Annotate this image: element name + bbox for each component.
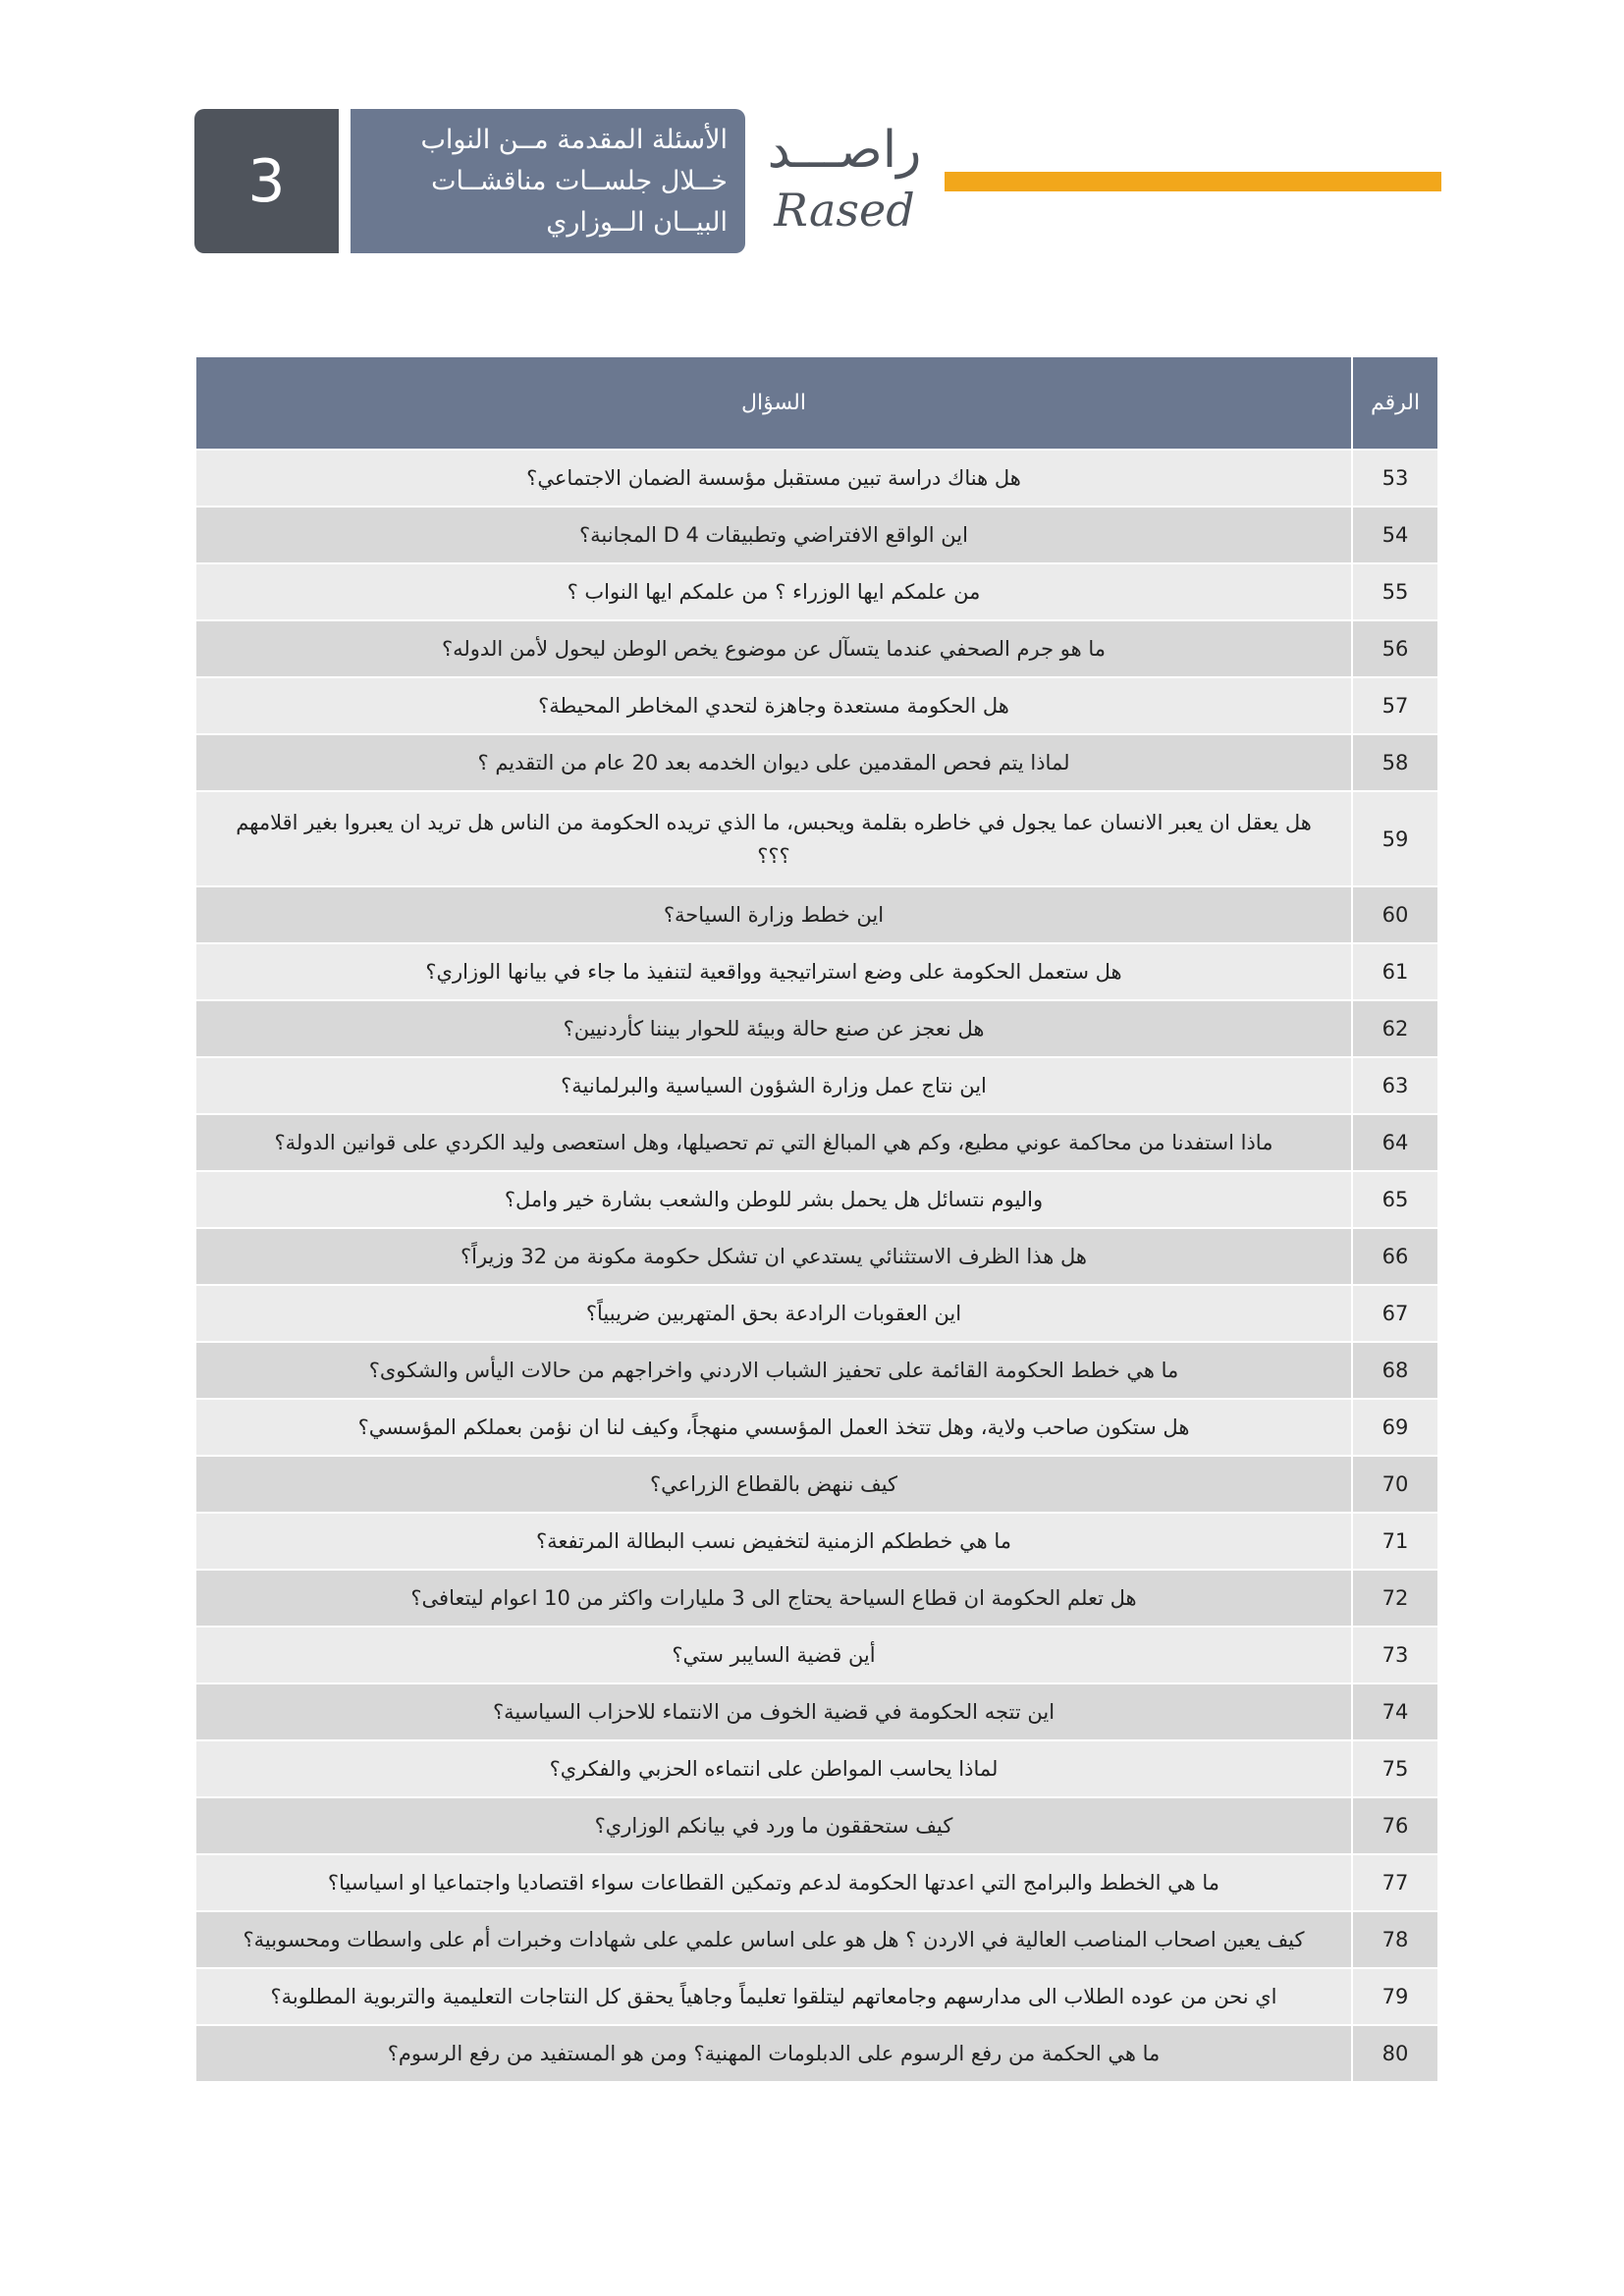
question-number: 60: [1352, 886, 1438, 943]
table-row: [195, 734, 1438, 791]
table-row: [195, 943, 1438, 1000]
rased-logo: [761, 116, 928, 243]
section-title-line-2: خــلال جلســات مناقشــات: [431, 165, 728, 196]
table-row: [195, 1057, 1438, 1114]
table-row: [195, 507, 1438, 563]
question-number: 68: [1352, 1342, 1438, 1399]
question-number: 79: [1352, 1968, 1438, 2025]
table-row: [195, 1513, 1438, 1570]
question-text: هل ستعمل الحكومة على وضع استراتيجية وواقعية لتنفيذ ما جاء في بيانها الوزاري؟: [195, 943, 1352, 1000]
question-number: 63: [1352, 1057, 1438, 1114]
question-text: ما هي الحكمة من رفع الرسوم على الدبلومات المهنية؟ ومن هو المستفيد من رفع الرسوم؟: [195, 2025, 1352, 2082]
table-row: [195, 563, 1438, 620]
question-text: من علمكم ايها الوزراء ؟ من علمكم ايها النواب ؟: [195, 563, 1352, 620]
question-text: هل هناك دراسة تبين مستقبل مؤسسة الضمان الاجتماعي؟: [195, 450, 1352, 507]
question-text: واليوم نتسائل هل يحمل بشر للوطن والشعب بشارة خير وامل؟: [195, 1171, 1352, 1228]
page-number: 3: [247, 146, 286, 216]
table-row: [195, 1627, 1438, 1683]
question-number: 67: [1352, 1285, 1438, 1342]
table-row: [195, 1228, 1438, 1285]
table-row: [195, 1456, 1438, 1513]
question-text: كيف ستحققون ما ورد في بيانكم الوزاري؟: [195, 1797, 1352, 1854]
logo-english: Rased: [774, 184, 915, 237]
question-number: 75: [1352, 1740, 1438, 1797]
question-text: اين خطط وزارة السياحة؟: [195, 886, 1352, 943]
table-row: [195, 450, 1438, 507]
question-text: اين نتاج عمل وزارة الشؤون السياسية والبرلمانية؟: [195, 1057, 1352, 1114]
questions-table: [194, 355, 1439, 2083]
table-row: [195, 2025, 1438, 2082]
table-header-row: [195, 356, 1438, 450]
table-row: [195, 1968, 1438, 2025]
table-row: [195, 1342, 1438, 1399]
question-text: هل هذا الظرف الاستثنائي يستدعي ان تشكل حكومة مكونة من 32 وزيراً؟: [195, 1228, 1352, 1285]
header-accent-bar: [945, 172, 1441, 191]
question-number: 62: [1352, 1000, 1438, 1057]
table-row: [195, 1285, 1438, 1342]
question-number: 71: [1352, 1513, 1438, 1570]
table-row: [195, 677, 1438, 734]
question-text: هل الحكومة مستعدة وجاهزة لتحدي المخاطر المحيطة؟: [195, 677, 1352, 734]
table-row: [195, 1911, 1438, 1968]
table-row: [195, 1740, 1438, 1797]
question-text: ما هي خططكم الزمنية لتخفيض نسب البطالة المرتفعة؟: [195, 1513, 1352, 1570]
question-text: هل ستكون صاحب ولاية، وهل تتخذ العمل المؤسسي منهجاً، وكيف لنا ان نؤمن بعملكم المؤسسي؟: [195, 1399, 1352, 1456]
question-number: 69: [1352, 1399, 1438, 1456]
question-number: 65: [1352, 1171, 1438, 1228]
question-text: كيف ننهض بالقطاع الزراعي؟: [195, 1456, 1352, 1513]
question-number: 57: [1352, 677, 1438, 734]
table-row: [195, 1000, 1438, 1057]
question-number: 72: [1352, 1570, 1438, 1627]
table-row: [195, 1114, 1438, 1171]
table-row: [195, 620, 1438, 677]
table-row: [195, 1854, 1438, 1911]
question-number: 55: [1352, 563, 1438, 620]
table-row: [195, 1399, 1438, 1456]
logo-arabic: راصـــد: [767, 121, 922, 180]
question-text: اي نحن من عوده الطلاب الى مدارسهم وجامعاتهم ليتلقوا تعليماً وجاهياً يحقق كل النتاجات التعليمية والتربوية المطلوبة؟: [195, 1968, 1352, 2025]
question-number: 80: [1352, 2025, 1438, 2082]
question-text: لماذا يحاسب المواطن على انتماءه الحزبي والفكري؟: [195, 1740, 1352, 1797]
header-number: الرقم: [1352, 356, 1438, 450]
question-text: ما هو جرم الصحفي عندما يتسآل عن موضوع يخص الوطن ليحول لأمن الدوله؟: [195, 620, 1352, 677]
header-question: السؤال: [195, 356, 1352, 450]
section-title-line-1: الأسئلة المقدمة مــن النواب: [420, 124, 728, 155]
question-number: 56: [1352, 620, 1438, 677]
question-text: كيف يعين اصحاب المناصب العالية في الاردن ؟ هل هو على اساس علمي على شهادات وخبرات أم على واسطات ومحسوبية؟: [195, 1911, 1352, 1968]
question-text: هل تعلم الحكومة ان قطاع السياحة يحتاج الى 3 مليارات واكثر من 10 اعوام ليتعافى؟: [195, 1570, 1352, 1627]
question-text: أين قضية السايبر ستي؟: [195, 1627, 1352, 1683]
section-title-box: [351, 109, 745, 253]
question-text: هل نعجز عن صنع حالة وبيئة للحوار بيننا كأردنيين؟: [195, 1000, 1352, 1057]
question-number: 76: [1352, 1797, 1438, 1854]
question-text: اين العقوبات الرادعة بحق المتهربين ضريبياً؟: [195, 1285, 1352, 1342]
section-title-line-3: البيــان الــوزاري: [546, 206, 728, 238]
question-number: 58: [1352, 734, 1438, 791]
question-text: ما هي خطط الحكومة القائمة على تحفيز الشباب الاردني واخراجهم من حالات اليأس والشكوى؟: [195, 1342, 1352, 1399]
question-text: اين الواقع الافتراضي وتطبيقات D 4 المجانبة؟: [195, 507, 1352, 563]
question-text: لماذا يتم فحص المقدمين على ديوان الخدمه بعد 20 عام من التقديم ؟: [195, 734, 1352, 791]
question-text: اين تتجه الحكومة في قضية الخوف من الانتماء للاحزاب السياسية؟: [195, 1683, 1352, 1740]
question-number: 73: [1352, 1627, 1438, 1683]
question-text: هل يعقل ان يعبر الانسان عما يجول في خاطره بقلمة ويحبس، ما الذي تريده الحكومة من الناس هل تريد ان يعبروا بغير اقلامهم ؟؟؟: [195, 791, 1352, 886]
table-row: [195, 1570, 1438, 1627]
table-row: [195, 791, 1438, 886]
question-text: ماذا استفدنا من محاكمة عوني مطيع، وكم هي المبالغ التي تم تحصيلها، وهل استعصى وليد الكردي على قوانين الدولة؟: [195, 1114, 1352, 1171]
table-row: [195, 886, 1438, 943]
question-number: 59: [1352, 791, 1438, 886]
table-row: [195, 1797, 1438, 1854]
question-number: 64: [1352, 1114, 1438, 1171]
question-number: 53: [1352, 450, 1438, 507]
question-number: 74: [1352, 1683, 1438, 1740]
question-number: 78: [1352, 1911, 1438, 1968]
question-number: 54: [1352, 507, 1438, 563]
question-number: 77: [1352, 1854, 1438, 1911]
question-number: 61: [1352, 943, 1438, 1000]
table-body: [195, 450, 1438, 2082]
table-row: [195, 1171, 1438, 1228]
question-text: ما هي الخطط والبرامج التي اعدتها الحكومة لدعم وتمكين القطاعات سواء اقتصاديا واجتماعيا او اسياسيا؟: [195, 1854, 1352, 1911]
table-row: [195, 1683, 1438, 1740]
question-number: 70: [1352, 1456, 1438, 1513]
question-number: 66: [1352, 1228, 1438, 1285]
page-number-box: [194, 109, 339, 253]
